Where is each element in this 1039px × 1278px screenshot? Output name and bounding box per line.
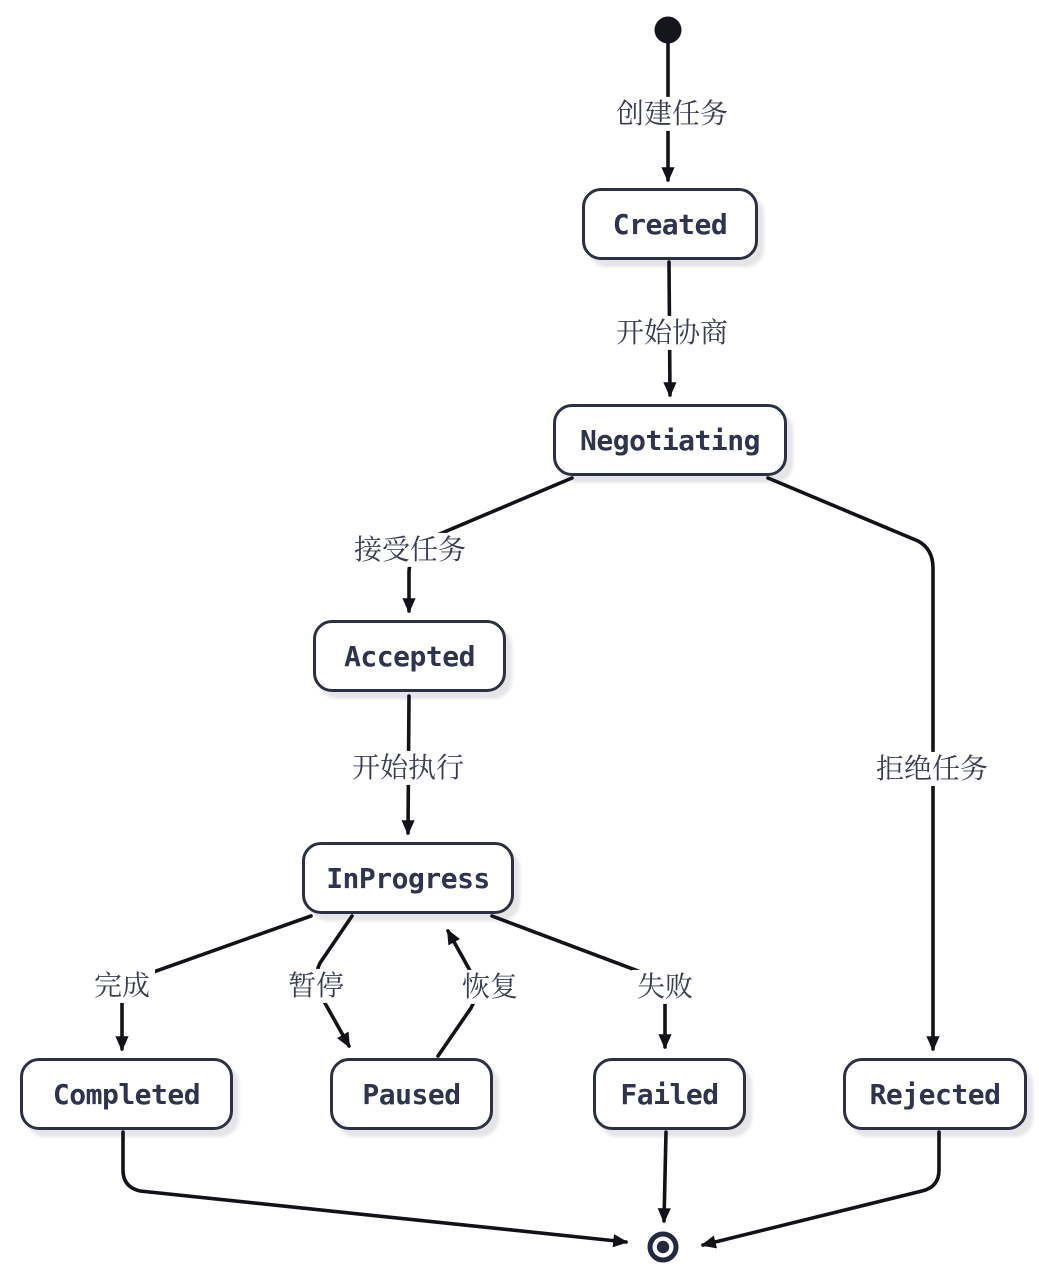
state-inprogress: [302, 842, 514, 914]
state-paused-label: Paused: [362, 1077, 461, 1111]
transition-label-resume: 恢复: [457, 970, 523, 1004]
state-failed-label: Failed: [620, 1077, 719, 1111]
transition-label-fail: 失败: [632, 970, 698, 1004]
state-created: [582, 188, 758, 260]
transition-label-pause: 暂停: [283, 969, 349, 1003]
state-completed-label: Completed: [52, 1077, 201, 1111]
state-accepted-label: Accepted: [344, 639, 475, 673]
transition-label-start-execution: 开始执行: [347, 751, 469, 785]
edge-failed-to-end: [664, 1132, 666, 1221]
transition-label-create-task: 创建任务: [611, 97, 733, 131]
transition-label-start-negotiation: 开始协商: [611, 316, 733, 350]
state-paused: [330, 1058, 493, 1130]
state-completed: [20, 1058, 233, 1130]
state-accepted: [313, 620, 506, 692]
transition-label-accept-task: 接受任务: [349, 533, 471, 567]
state-rejected: [843, 1058, 1027, 1130]
transition-label-complete: 完成: [89, 969, 155, 1003]
edge-rejected-to-end: [703, 1132, 939, 1245]
initial-state-dot: [655, 17, 682, 44]
state-failed: [593, 1058, 746, 1130]
edge-completed-to-end: [123, 1132, 626, 1242]
transition-label-reject-task: 拒绝任务: [871, 752, 993, 786]
final-state-icon: [650, 1234, 676, 1260]
state-rejected-label: Rejected: [869, 1077, 1001, 1111]
state-negotiating-label: Negotiating: [580, 423, 760, 457]
state-created-label: Created: [612, 207, 728, 241]
state-inprogress-label: InProgress: [326, 861, 490, 895]
state-negotiating: [553, 404, 787, 476]
